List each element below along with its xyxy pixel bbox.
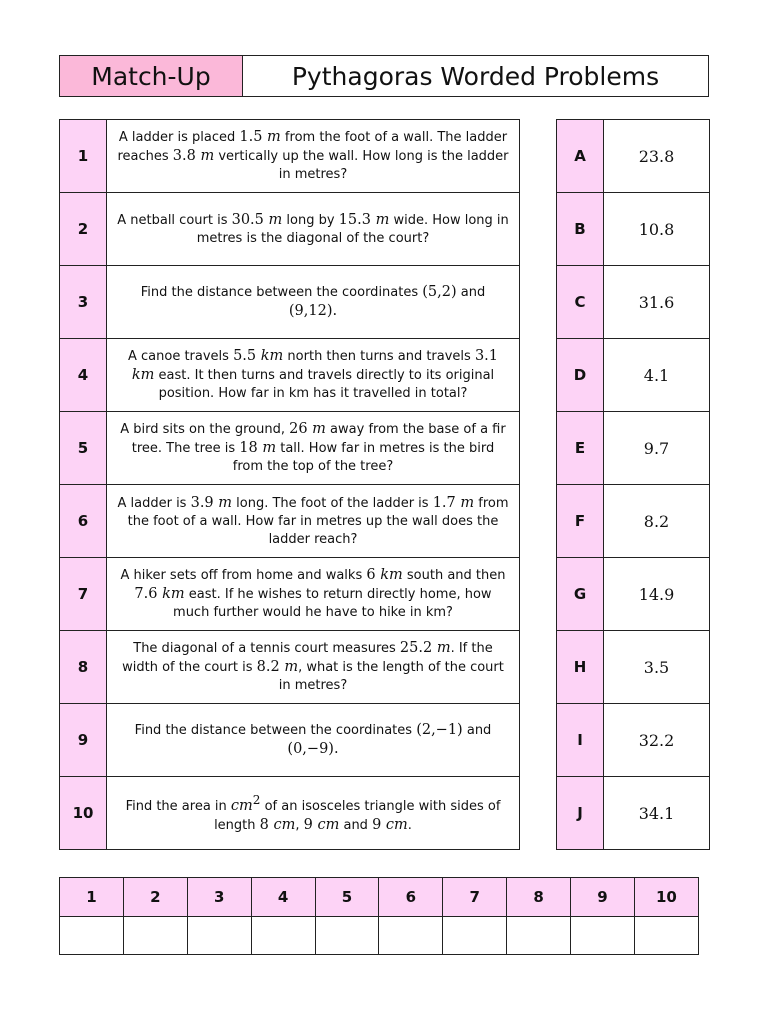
answer-grid-header-row — [60, 878, 699, 917]
answer-row — [557, 704, 710, 777]
answer-grid-header: 1 — [60, 878, 124, 917]
question-text: A ladder is 3.9 m long. The foot of the ladder is 1.7 m from the foot of a wall. How far in metres up the wall does the ladder reach? — [107, 485, 520, 558]
question-row — [60, 485, 520, 558]
question-number: 7 — [60, 558, 107, 631]
answer-row — [557, 339, 710, 412]
question-text: A hiker sets off from home and walks 6 km south and then 7.6 km east. If he wishes to return directly home, how much further would he have to hike in km? — [107, 558, 520, 631]
question-row — [60, 193, 520, 266]
answer-letter: J — [557, 777, 604, 850]
answer-letter: B — [557, 193, 604, 266]
answer-grid-cell[interactable] — [123, 917, 187, 955]
question-number: 9 — [60, 704, 107, 777]
answer-row — [557, 412, 710, 485]
question-row — [60, 266, 520, 339]
answer-value: 31.6 — [604, 266, 710, 339]
answer-value: 32.2 — [604, 704, 710, 777]
answer-grid-cell[interactable] — [60, 917, 124, 955]
answer-letter: C — [557, 266, 604, 339]
answer-row — [557, 777, 710, 850]
question-number: 8 — [60, 631, 107, 704]
question-row — [60, 339, 520, 412]
answer-value: 8.2 — [604, 485, 710, 558]
answer-grid-cell[interactable] — [507, 917, 571, 955]
answer-grid-header: 8 — [507, 878, 571, 917]
header-tag: Match-Up — [60, 56, 243, 96]
answer-grid-header: 2 — [123, 878, 187, 917]
answer-value: 3.5 — [604, 631, 710, 704]
answer-value: 14.9 — [604, 558, 710, 631]
answer-letter: A — [557, 120, 604, 193]
answer-grid-cell[interactable] — [571, 917, 635, 955]
question-text: Find the area in $cm^2$ of an isosceles triangle with sides of length 8 cm, 9 cm and 9 cm. — [107, 777, 520, 850]
question-text: A ladder is placed 1.5 m from the foot of a wall. The ladder reaches 3.8 m vertically up the wall. How long is the ladder in metres? — [107, 120, 520, 193]
answer-row — [557, 120, 710, 193]
answer-grid-cell[interactable] — [443, 917, 507, 955]
question-row — [60, 558, 520, 631]
answer-grid-cell[interactable] — [251, 917, 315, 955]
answer-letter: G — [557, 558, 604, 631]
questions-table — [59, 119, 520, 850]
answer-value: 23.8 — [604, 120, 710, 193]
answers-table — [556, 119, 710, 850]
answer-letter: D — [557, 339, 604, 412]
answer-row — [557, 193, 710, 266]
answer-grid-blank-row — [60, 917, 699, 955]
answer-grid-header: 6 — [379, 878, 443, 917]
answer-letter: F — [557, 485, 604, 558]
question-row — [60, 631, 520, 704]
answer-row — [557, 558, 710, 631]
question-number: 6 — [60, 485, 107, 558]
question-number: 10 — [60, 777, 107, 850]
question-text: Find the distance between the coordinates (2,−1) and (0,−9). — [107, 704, 520, 777]
answer-grid-header: 4 — [251, 878, 315, 917]
answer-value: 9.7 — [604, 412, 710, 485]
question-row — [60, 120, 520, 193]
question-number: 4 — [60, 339, 107, 412]
answer-row — [557, 485, 710, 558]
answer-grid-cell[interactable] — [315, 917, 379, 955]
answer-value: 4.1 — [604, 339, 710, 412]
question-row — [60, 704, 520, 777]
answer-row — [557, 266, 710, 339]
answer-grid-cell[interactable] — [379, 917, 443, 955]
question-text: The diagonal of a tennis court measures 25.2 m. If the width of the court is 8.2 m, what is the length of the court in metres? — [107, 631, 520, 704]
question-text: Find the distance between the coordinates (5,2) and (9,12). — [107, 266, 520, 339]
question-number: 2 — [60, 193, 107, 266]
answer-grid-header: 5 — [315, 878, 379, 917]
answer-value: 34.1 — [604, 777, 710, 850]
question-row — [60, 412, 520, 485]
question-text: A netball court is 30.5 m long by 15.3 m wide. How long in metres is the diagonal of the court? — [107, 193, 520, 266]
question-number: 5 — [60, 412, 107, 485]
answer-grid-header: 7 — [443, 878, 507, 917]
answer-grid-cell[interactable] — [187, 917, 251, 955]
answer-grid-header: 3 — [187, 878, 251, 917]
worksheet-header — [59, 55, 709, 97]
answer-grid-cell[interactable] — [634, 917, 698, 955]
answer-grid-header: 10 — [634, 878, 698, 917]
question-number: 3 — [60, 266, 107, 339]
answer-grid — [59, 877, 699, 955]
answer-value: 10.8 — [604, 193, 710, 266]
question-text: A canoe travels 5.5 km north then turns and travels 3.1 km east. It then turns and travels directly to its original position. How far in km has it travelled in total? — [107, 339, 520, 412]
answer-grid-header: 9 — [571, 878, 635, 917]
answer-row — [557, 631, 710, 704]
question-text: A bird sits on the ground, 26 m away from the base of a fir tree. The tree is 18 m tall. How far in metres is the bird from the top of the tree? — [107, 412, 520, 485]
answer-letter: H — [557, 631, 604, 704]
question-row — [60, 777, 520, 850]
worksheet-title: Pythagoras Worded Problems — [291, 61, 660, 91]
answer-letter: E — [557, 412, 604, 485]
question-number: 1 — [60, 120, 107, 193]
answer-letter: I — [557, 704, 604, 777]
